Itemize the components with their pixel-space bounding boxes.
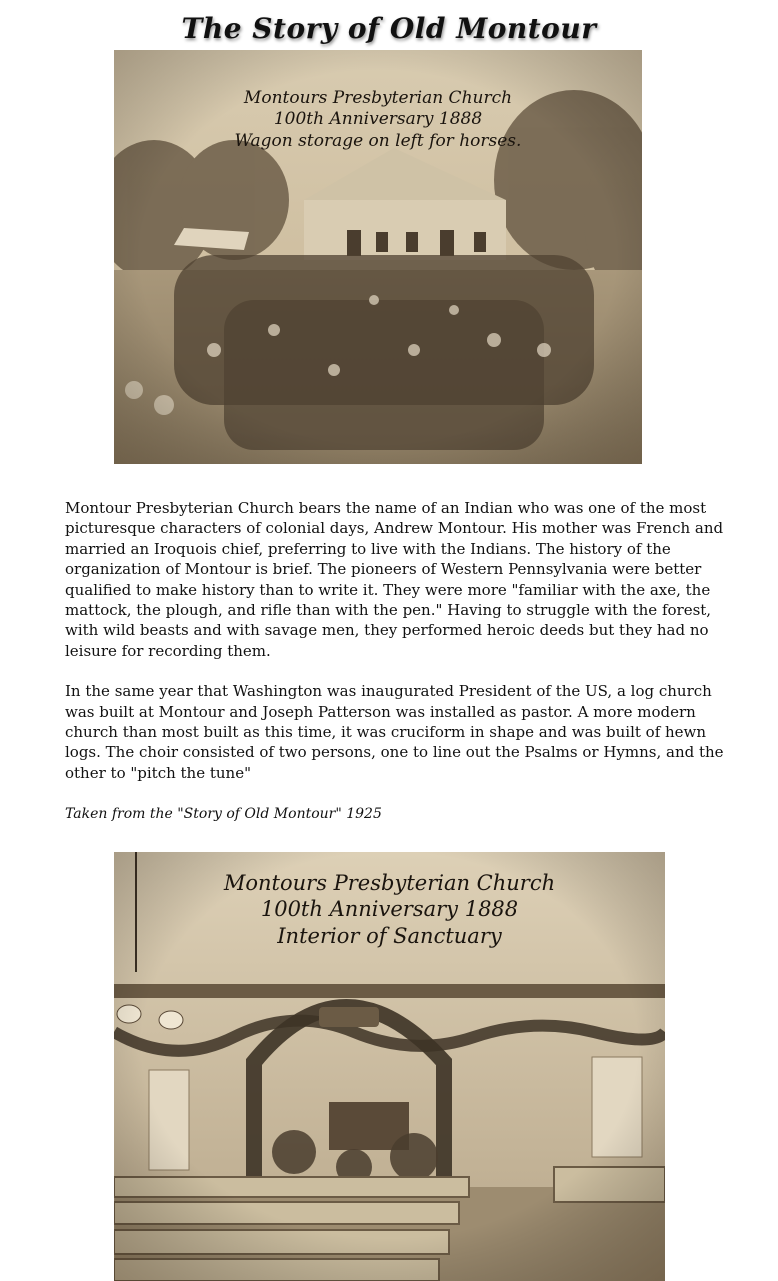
caption-line: 100th Anniversary 1888	[273, 109, 483, 130]
interior-photo-caption	[114, 870, 665, 949]
page-title: The Story of Old Montour	[181, 12, 597, 45]
caption-line: Wagon storage on left for horses.	[234, 130, 522, 151]
article-paragraph: In the same year that Washington was inaugurated President of the US, a log church was built at Montour and Joseph Patterson was installed as pastor. A more modern church than most built as this time, it was cruciform in shape and was built of hewn logs. The choir consisted of two persons, one to line out the Psalms or Hymns, and the other to "pitch the tune"	[65, 682, 724, 782]
source-citation: Taken from the "Story of Old Montour" 1925	[65, 806, 382, 822]
caption-line: Interior of Sanctuary	[277, 923, 502, 948]
article-paragraph: Montour Presbyterian Church bears the name of an Indian who was one of the most picturesque characters of colonial days, Andrew Montour. His mother was French and married an Iroquois chief, preferring to live with the Indians. The history of the organization of Montour is brief. The pioneers of Western Pennsylvania were better qualified to make history than to write it. They were more "familiar with the axe, the mattock, the plough, and rifle than with the pen." Having to struggle with the forest, with wild beasts and with savage men, they performed heroic deeds but they had no leisure for recording them.	[65, 499, 724, 660]
sanctuary-interior-photo	[114, 852, 665, 1281]
caption-line: Montours Presbyterian Church	[243, 88, 513, 108]
exterior-photo-caption	[114, 88, 642, 152]
caption-line: Montours Presbyterian Church	[223, 871, 556, 895]
caption-line: 100th Anniversary 1888	[260, 897, 519, 922]
church-exterior-photo	[114, 50, 642, 464]
article-body	[65, 498, 725, 783]
